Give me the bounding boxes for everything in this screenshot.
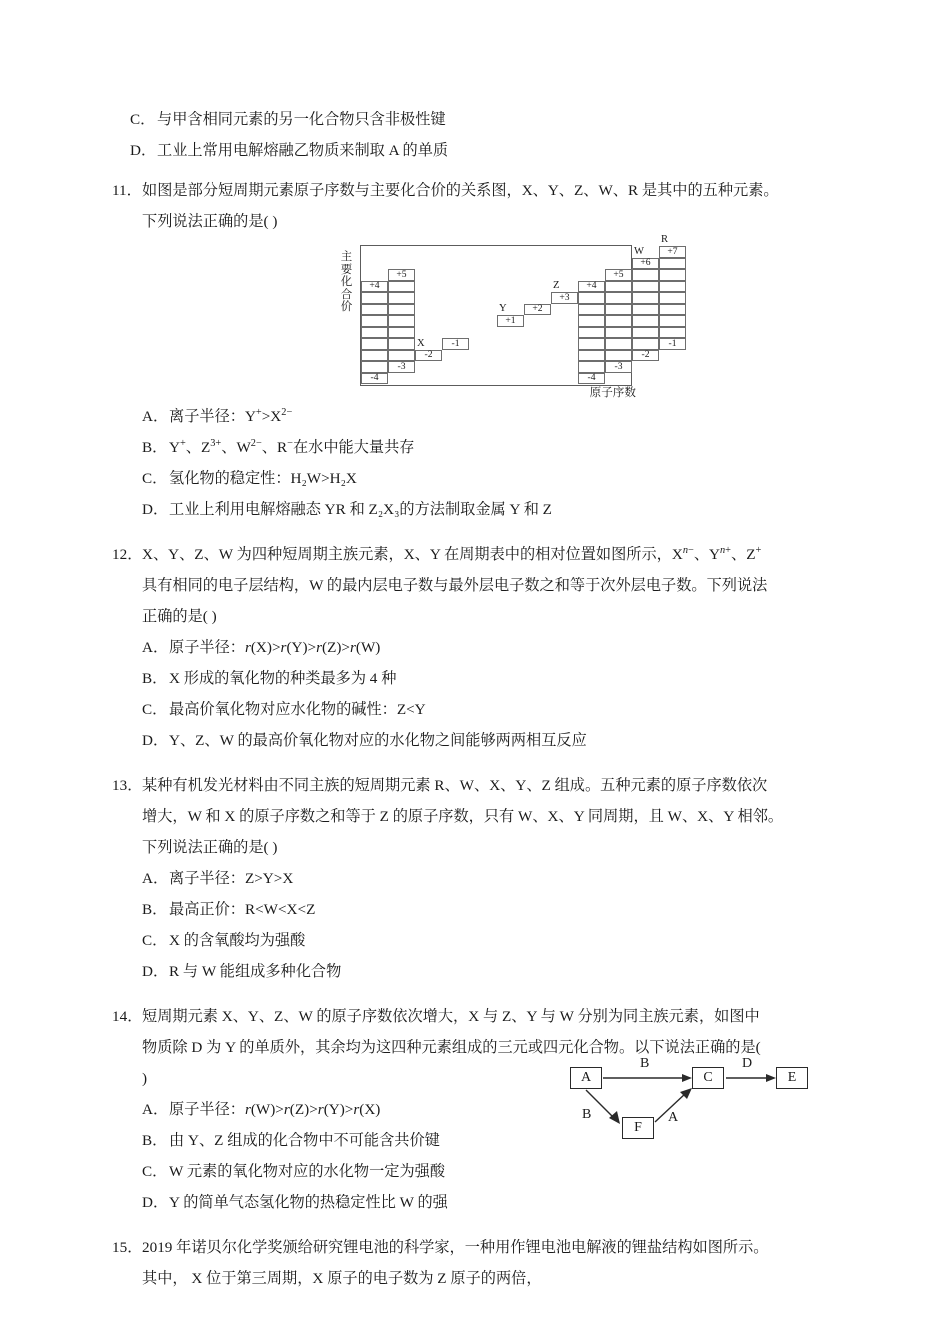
chart-cell-empty xyxy=(632,269,659,281)
chart-element-label-Y: Y xyxy=(499,303,507,314)
q12-number: 12． xyxy=(112,546,143,563)
q15-stem-line1 xyxy=(112,1232,852,1263)
chart-cell-empty xyxy=(388,292,415,304)
q11-option-a-text: 离子半径：$Y^+>X^{2-}$ xyxy=(169,406,293,425)
q13-option-a xyxy=(112,863,852,894)
chart-cell-empty xyxy=(578,338,605,350)
q12-option-d-text: Y、Z、W 的最高价氧化物对应的水化物之间能够两两相互反应 xyxy=(169,732,587,749)
chart-cell--4: -4 xyxy=(578,373,605,385)
q11-option-c-text: 氢化物的稳定性：H₂W>H₂X xyxy=(169,470,357,487)
q13-stem-line2-text: 增大，W 和 X 的原子序数之和等于 Z 的原子序数，只有 W、X、Y 同周期，且 W、X、Y 相邻。 xyxy=(142,808,784,825)
q12-option-c xyxy=(112,694,852,725)
q13-stem-line2 xyxy=(112,801,852,832)
chart-cell--1: -1 xyxy=(442,338,469,350)
chart-cell-empty xyxy=(388,327,415,339)
q11-stem-line1 xyxy=(112,175,852,206)
arrowhead-a-to-c xyxy=(682,1074,692,1082)
valence-atomic-number-chart xyxy=(334,234,678,399)
chart-cell-+1: +1 xyxy=(497,315,524,327)
q14-option-c-text: W 元素的氧化物对应的水化物一定为强酸 xyxy=(169,1163,446,1180)
q12-stem-line1-text: X、Y、Z、W 为四种短周期主族元素，X、Y 在周期表中的相对位置如图所示，$X^{n-}$、$Y^{n+}$、Z+ xyxy=(142,544,762,563)
chart-element-label-X: X xyxy=(417,337,425,349)
q13-option-a-text: 离子半径：Z>Y>X xyxy=(169,870,294,887)
q11-option-a xyxy=(112,401,852,432)
y-label-char-0: 主 xyxy=(340,251,353,263)
q13-stem-line3 xyxy=(112,832,852,863)
q14-stem-line3-text: ) xyxy=(142,1070,148,1087)
q11-option-b-label: B． xyxy=(142,439,168,456)
q12-option-b xyxy=(112,663,852,694)
chart-cell-empty xyxy=(605,292,632,304)
q14-stem-line1-text: 短周期元素 X、Y、Z、W 的原子序数依次增大，X 与 Z、Y 与 W 分别为同主族元素，如图中 xyxy=(142,1008,760,1025)
chart-cell-empty xyxy=(388,350,415,362)
q13-option-a-label: A． xyxy=(142,870,169,887)
chart-cell-empty xyxy=(578,361,605,373)
q11-option-d-label: D． xyxy=(142,501,169,518)
q11-stem-line1-text: 如图是部分短周期元素原子序数与主要化合价的关系图，X、Y、Z、W、R 是其中的五种元素。 xyxy=(142,182,779,199)
q11-stem-line2-text: 下列说法正确的是( ) xyxy=(142,213,278,230)
chart-cell--1: -1 xyxy=(659,338,686,350)
chart-cell-+6: +6 xyxy=(632,258,659,270)
q12-stem-line3 xyxy=(112,601,852,632)
q11-option-c xyxy=(112,463,852,494)
chart-cell-empty xyxy=(659,292,686,304)
chart-cell-empty xyxy=(578,315,605,327)
q14-option-d-label: D． xyxy=(142,1194,169,1211)
chart-cell-empty xyxy=(361,338,388,350)
q14-option-b-label: B． xyxy=(142,1132,168,1149)
question-11 xyxy=(112,175,852,237)
q14-option-c xyxy=(112,1156,852,1187)
chart-cell-empty xyxy=(361,315,388,327)
chart-cell-empty xyxy=(605,304,632,316)
chart-cell-empty xyxy=(632,327,659,339)
flow-edge-label-b2: B xyxy=(582,1107,592,1122)
q10-option-c-label: C． xyxy=(130,111,156,128)
flow-edge-label-a: A xyxy=(668,1110,679,1125)
chart-element-label-R: R xyxy=(661,234,669,245)
chart-cell-empty xyxy=(578,350,605,362)
y-label-char-3: 合 xyxy=(340,288,353,301)
flow-edge-label-d: D xyxy=(742,1056,753,1071)
chart-cell-empty xyxy=(578,304,605,316)
chart-cell-empty xyxy=(605,281,632,293)
q12-option-a-text: 原子半径：r(X)>r(Y)>r(Z)>r(W) xyxy=(169,639,381,656)
q14-number: 14． xyxy=(112,1008,143,1025)
y-label-char-1: 要 xyxy=(340,263,353,276)
chart-cell-empty xyxy=(388,315,415,327)
chart-plot-area xyxy=(360,234,678,386)
chart-cell-empty xyxy=(388,304,415,316)
q14-option-a-text: 原子半径：r(W)>r(Z)>r(Y)>r(X) xyxy=(169,1101,381,1118)
q13-number: 13． xyxy=(112,777,143,794)
chart-cell-empty xyxy=(659,269,686,281)
chart-cell-+7: +7 xyxy=(659,246,686,258)
chart-cell-empty xyxy=(361,304,388,316)
chart-cell-empty xyxy=(659,315,686,327)
q13-option-b xyxy=(112,894,852,925)
q13-option-d xyxy=(112,956,852,987)
flow-node-c: C xyxy=(692,1067,724,1089)
q11-option-b xyxy=(112,432,852,463)
q10-option-d-text: 工业上常用电解熔融乙物质来制取 A 的单质 xyxy=(157,142,449,159)
q12-option-b-text: X 形成的氧化物的种类最多为 4 种 xyxy=(169,670,397,687)
q12-option-a-label: A． xyxy=(142,639,169,656)
chart-cell-empty xyxy=(632,338,659,350)
q12-stem-line1 xyxy=(112,539,852,570)
q14-option-b-text: 由 Y、Z 组成的化合物中不可能含共价键 xyxy=(169,1132,440,1149)
chart-cell--3: -3 xyxy=(605,361,632,373)
question-15 xyxy=(112,1232,852,1294)
q13-option-c-text: X 的含氧酸均为强酸 xyxy=(169,932,306,949)
chart-cell--2: -2 xyxy=(415,350,442,362)
chart-cell-+5: +5 xyxy=(388,269,415,281)
chart-cell-empty xyxy=(578,327,605,339)
chart-cell-empty xyxy=(388,338,415,350)
q10-option-d xyxy=(112,135,852,166)
q15-stem-line2-text: 其中， X 位于第三周期，X 原子的电子数为 Z 原子的两倍， xyxy=(142,1270,542,1287)
q12-stem-line2 xyxy=(112,570,852,601)
q10-option-c xyxy=(112,104,852,135)
chart-cell-empty xyxy=(361,350,388,362)
chart-cell--4: -4 xyxy=(361,373,388,385)
q15-number: 15． xyxy=(112,1239,143,1256)
question-13 xyxy=(112,770,852,863)
q13-option-c xyxy=(112,925,852,956)
q11-option-c-label: C． xyxy=(142,470,168,487)
chart-cell-+5: +5 xyxy=(605,269,632,281)
q11-option-d xyxy=(112,494,852,525)
chart-cell--2: -2 xyxy=(632,350,659,362)
arrowhead-a-to-f xyxy=(609,1111,620,1124)
chart-cell-empty xyxy=(659,281,686,293)
y-label-char-2: 化 xyxy=(340,276,353,289)
q13-stem-line1 xyxy=(112,770,852,801)
q13-option-b-text: 最高正价：R<W<X<Z xyxy=(169,901,316,918)
q15-stem-line2 xyxy=(112,1263,852,1294)
chart-cell--3: -3 xyxy=(388,361,415,373)
q12-option-d xyxy=(112,725,852,756)
chart-cell-empty xyxy=(361,361,388,373)
q11-stem-line2 xyxy=(112,206,852,237)
chart-cell-empty xyxy=(578,292,605,304)
q14-option-d-text: Y 的简单气态氢化物的热稳定性比 W 的强 xyxy=(169,1194,448,1211)
arrowhead-c-to-e xyxy=(766,1074,776,1082)
q12-option-b-label: B． xyxy=(142,670,168,687)
chart-cell-empty xyxy=(632,304,659,316)
q14-option-a-label: A． xyxy=(142,1101,169,1118)
chart-cell-empty xyxy=(659,304,686,316)
q10-option-d-label: D． xyxy=(130,142,157,159)
y-label-char-4: 价 xyxy=(340,301,353,314)
chart-cell-+4: +4 xyxy=(578,281,605,293)
q14-stem-line1 xyxy=(112,1001,852,1032)
chart-cell-empty xyxy=(659,258,686,270)
chart-x-axis-label: 原子序数 xyxy=(589,386,636,399)
q12-option-a xyxy=(112,632,852,663)
q13-option-b-label: B． xyxy=(142,901,168,918)
chart-cell-empty xyxy=(605,315,632,327)
q15-stem-line1-text: 2019 年诺贝尔化学奖颁给研究锂电池的科学家，一种用作锂电池电解液的锂盐结构如图所示。 xyxy=(142,1239,769,1256)
chart-cell-empty xyxy=(605,350,632,362)
q12-option-c-text: 最高价氧化物对应水化物的碱性：Z<Y xyxy=(169,701,426,718)
q13-option-d-text: R 与 W 能组成多种化合物 xyxy=(169,963,342,980)
q11-number: 11． xyxy=(112,182,142,199)
chart-cell-empty xyxy=(659,327,686,339)
flow-node-a: A xyxy=(570,1067,602,1089)
q14-flowchart xyxy=(556,1056,806,1156)
chart-cell-+3: +3 xyxy=(551,292,578,304)
chart-cell-+4: +4 xyxy=(361,281,388,293)
q14-stem-line2-text: 物质除 D 为 Y 的单质外，其余均为这四种元素组成的三元或四元化合物。以下说法正确的是( xyxy=(142,1039,761,1056)
q12-option-c-label: C． xyxy=(142,701,168,718)
chart-cell-+2: +2 xyxy=(524,304,551,316)
q13-option-c-label: C． xyxy=(142,932,168,949)
q12-stem-line2-text: 具有相同的电子层结构，W 的最内层电子数与最外层电子数之和等于次外层电子数。下列说法 xyxy=(142,577,768,594)
chart-y-axis-label xyxy=(338,251,355,314)
chart-cell-empty xyxy=(632,315,659,327)
chart-cell-empty xyxy=(605,338,632,350)
question-12 xyxy=(112,539,852,632)
chart-element-label-Z: Z xyxy=(553,280,560,291)
q13-stem-line3-text: 下列说法正确的是( ) xyxy=(142,839,278,856)
chart-cell-empty xyxy=(361,327,388,339)
q13-stem-line1-text: 某种有机发光材料由不同主族的短周期元素 R、W、X、Y、Z 组成。五种元素的原子序数依次 xyxy=(142,777,768,794)
chart-element-label-W: W xyxy=(634,245,644,257)
q14-option-d xyxy=(112,1187,852,1218)
q11-option-b-text: Y+、$Z^{3+}$、$W^{2-}$、R−在水中能大量共存 xyxy=(169,437,415,456)
chart-cell-empty xyxy=(388,281,415,293)
q11-option-a-label: A． xyxy=(142,408,169,425)
flow-node-e: E xyxy=(776,1067,808,1089)
flow-edge-label-b1: B xyxy=(640,1056,650,1071)
chart-cell-empty xyxy=(632,281,659,293)
q13-option-d-label: D． xyxy=(142,963,169,980)
chart-cell-empty xyxy=(632,292,659,304)
chart-cell-empty xyxy=(605,327,632,339)
q10-option-c-text: 与甲含相同元素的另一化合物只含非极性键 xyxy=(157,111,446,128)
chart-cell-empty xyxy=(361,292,388,304)
q12-option-d-label: D． xyxy=(142,732,169,749)
flow-node-f: F xyxy=(622,1117,654,1139)
q11-option-d-text: 工业上利用电解熔融态 YR 和 Z₂X₃的方法制取金属 Y 和 Z xyxy=(169,501,552,518)
q14-option-c-label: C． xyxy=(142,1163,168,1180)
q12-stem-line3-text: 正确的是( ) xyxy=(142,608,217,625)
